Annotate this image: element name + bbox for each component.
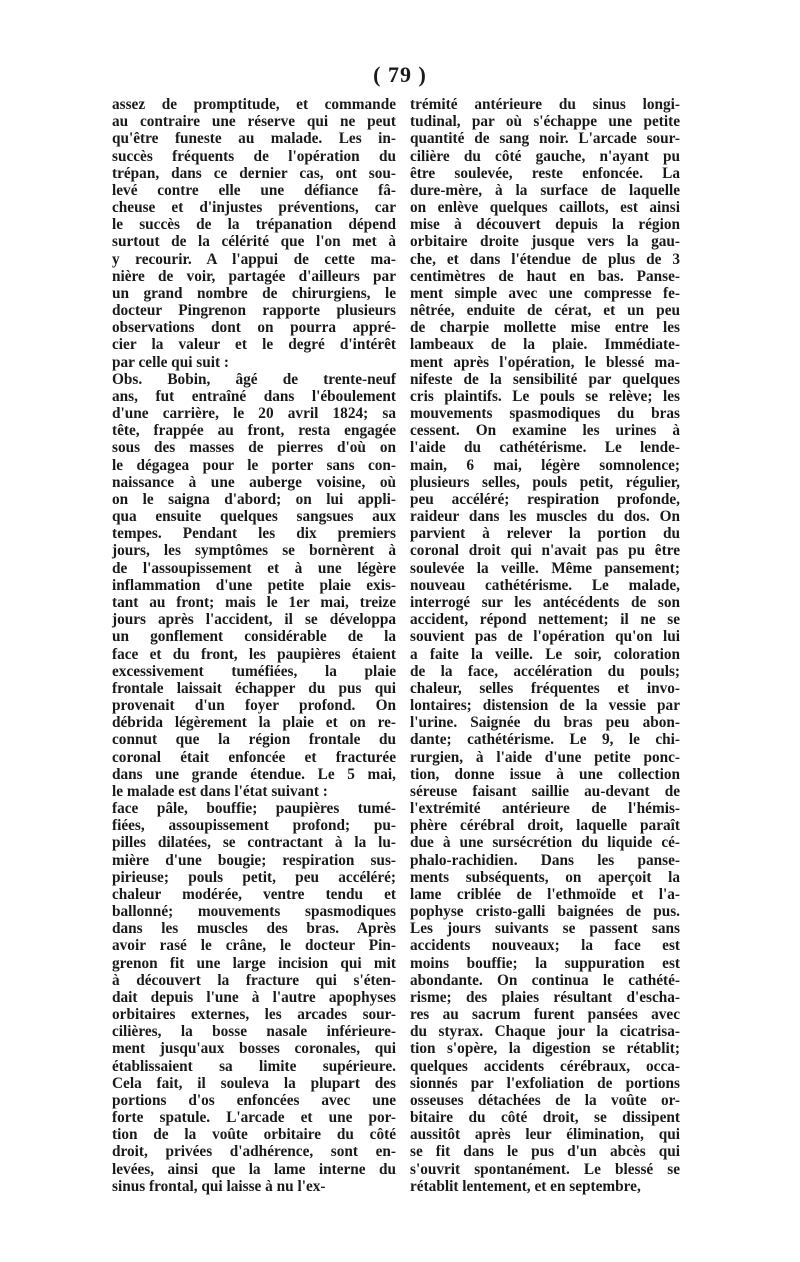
text-line: dure-mère, à la surface de laquelle: [410, 181, 680, 199]
text-line: nifeste de la sensibilité par quelques: [410, 370, 680, 388]
text-line: tempes. Pendant les dix premiers: [112, 525, 396, 543]
text-line: pophyse cristo-galli baignées de pus.: [410, 903, 680, 921]
text-line: le malade est dans l'état suivant :: [112, 782, 328, 800]
text-line: souvient pas de l'opération qu'on lui: [410, 628, 680, 646]
text-line: frontale laissait échapper du pus qui: [112, 679, 396, 697]
text-line: débrida légèrement la plaie et on re-: [112, 714, 396, 732]
text-line: levées, ainsi que la lame interne du: [112, 1160, 396, 1178]
text-line: succès fréquents de l'opération du: [112, 147, 396, 165]
text-line: jours, les symptômes se bornèrent à: [112, 542, 396, 560]
text-line: sous des masses de pierres d'où on: [112, 439, 396, 457]
text-line: face et du front, les paupières étaient: [112, 645, 396, 663]
text-line: droit, privées d'adhérence, sont en-: [112, 1143, 396, 1161]
text-line: on enlève quelques caillots, est ainsi: [410, 199, 680, 217]
text-line: res au sacrum furent pansées avec: [410, 1006, 680, 1024]
text-line: abondante. On continua le cathété-: [410, 971, 680, 989]
text-line: l'urine. Saignée du bras peu abon-: [410, 714, 680, 732]
text-line: à découvert la fracture qui s'éten-: [112, 971, 396, 989]
text-line: chaleur, selles fréquentes et invo-: [410, 679, 680, 697]
text-line: cheuse et d'injustes préventions, car: [112, 199, 396, 217]
text-line: mière d'une bougie; respiration sus-: [112, 851, 396, 869]
text-line: phalo-rachidien. Dans les panse-: [410, 851, 680, 869]
text-line: tion de la voûte orbitaire du côté: [112, 1126, 396, 1144]
text-line: cris plaintifs. Le pouls se relève; les: [410, 387, 680, 405]
text-line: phère cérébral droit, laquelle paraît: [410, 817, 680, 835]
text-line: nouveau cathétérisme. Le malade,: [410, 576, 680, 594]
text-line: parvient à relever la portion du: [410, 525, 680, 543]
text-line: Cela fait, il souleva la plupart des: [112, 1074, 396, 1092]
text-line: che, et dans l'étendue de plus de 3: [410, 250, 680, 268]
text-line: raideur dans les muscles du dos. On: [410, 508, 680, 526]
text-line: docteur Pingrenon rapporte plusieurs: [112, 302, 396, 320]
text-line: centimètres de haut en bas. Panse-: [410, 267, 680, 285]
text-line: plusieurs selles, pouls petit, régulier,: [410, 473, 680, 491]
text-line: pirieuse; pouls petit, peu accéléré;: [112, 868, 396, 886]
text-line: coronal était enfoncée et fracturée: [112, 748, 396, 766]
text-line: orbitaires externes, les arcades sour-: [112, 1006, 396, 1024]
text-line: coronal droit qui n'avait pas pu être: [410, 542, 680, 560]
text-line: établissaient sa limite supérieure.: [112, 1057, 396, 1075]
text-line: lontaires; distension de la vessie par: [410, 697, 680, 715]
text-line: moins bouffie; la suppuration est: [410, 954, 680, 972]
text-line: nêtrée, enduite de cérat, et un peu: [410, 302, 680, 320]
text-line: tant au front; mais le 1er mai, treize: [112, 593, 396, 611]
text-line: risme; des plaies résultant d'escha-: [410, 988, 680, 1006]
text-line: pilles dilatées, se contractant à la lu-: [112, 834, 396, 852]
text-line: lame criblée de l'ethmoïde et l'a-: [410, 885, 680, 903]
text-line: un grand nombre de chirurgiens, le: [112, 284, 396, 302]
text-line: portions d'os enfoncées avec une: [112, 1091, 396, 1109]
text-line: rurgien, à l'aide d'une petite ponc-: [410, 748, 680, 766]
text-line: être soulevée, reste enfoncée. La: [410, 164, 680, 182]
text-line: face pâle, bouffie; paupières tumé-: [112, 800, 396, 818]
text-line: ans, fut entraîné dans l'éboulement: [112, 387, 396, 405]
text-line: levé contre elle une défiance fâ-: [112, 181, 396, 199]
text-line: de l'assoupissement et à une légère: [112, 559, 396, 577]
text-line: cier la valeur et le degré d'intérêt: [112, 336, 396, 354]
text-line: dante; cathétérisme. Le 9, le chi-: [410, 731, 680, 749]
text-line: surtout de la célérité que l'on met à: [112, 233, 396, 251]
text-line: y recourir. A l'appui de cette ma-: [112, 250, 396, 268]
text-line: bitaire du côté droit, se dissipent: [410, 1109, 680, 1127]
text-line: cessent. On examine les urines à: [410, 422, 680, 440]
text-line: assez de promptitude, et commande: [112, 96, 396, 113]
text-line: lambeaux de la plaie. Immédiate-: [410, 336, 680, 354]
text-line: Les jours suivants se passent sans: [410, 920, 680, 938]
text-line: qu'être funeste au malade. Les in-: [112, 130, 396, 148]
text-line: peu accéléré; respiration profonde,: [410, 490, 680, 508]
text-line: forte spatule. L'arcade et une por-: [112, 1109, 396, 1127]
page-number: ( 79 ): [373, 62, 427, 87]
text-line: soulevée la veille. Même pansement;: [410, 559, 680, 577]
text-line: inflammation d'une petite plaie exis-: [112, 576, 396, 594]
text-line: excessivement tuméfiées, la plaie: [112, 662, 396, 680]
text-column-left: [112, 96, 396, 1195]
text-line: le dégagea pour le porter sans con-: [112, 456, 396, 474]
text-line: Obs. Bobin, âgé de trente-neuf: [112, 370, 396, 388]
text-line: au contraire une réserve qui ne peut: [112, 113, 396, 131]
text-line: dans les muscles des bras. Après: [112, 920, 396, 938]
text-line: l'extrémité antérieure de l'hémis-: [410, 800, 680, 818]
text-line: mise à découvert depuis la région: [410, 216, 680, 234]
text-line: tudinal, par où s'échappe une petite: [410, 113, 680, 131]
text-line: a faite la veille. Le soir, coloration: [410, 645, 680, 663]
text-line: séreuse faisant saillie au-devant de: [410, 782, 680, 800]
text-line: aussitôt après leur élimination, qui: [410, 1126, 680, 1144]
text-line: cilière du côté gauche, n'ayant pu: [410, 147, 680, 165]
text-line: de charpie mollette mise entre les: [410, 319, 680, 337]
text-line: sinus frontal, qui laisse à nu l'ex-: [112, 1177, 326, 1195]
text-line: osseuses détachées de la voûte or-: [410, 1091, 680, 1109]
text-line: ment jusqu'aux bosses coronales, qui: [112, 1040, 396, 1058]
text-line: par celle qui suit :: [112, 353, 229, 371]
text-line: d'une carrière, le 20 avril 1824; sa: [112, 405, 396, 423]
text-line: connut que la région frontale du: [112, 731, 396, 749]
text-line: tion, donne issue à une collection: [410, 765, 680, 783]
text-line: nière de voir, partagée d'ailleurs par: [112, 267, 396, 285]
text-line: un gonflement considérable de la: [112, 628, 396, 646]
text-line: jours après l'accident, il se développa: [112, 611, 396, 629]
text-line: se fit dans le pus d'un abcès qui: [410, 1143, 680, 1161]
text-line: cilières, la bosse nasale inférieure-: [112, 1023, 396, 1041]
text-line: le succès de la trépanation dépend: [112, 216, 396, 234]
text-line: accidents nouveaux; la face est: [410, 937, 680, 955]
text-line: ballonné; mouvements spasmodiques: [112, 903, 396, 921]
text-line: fiées, assoupissement profond; pu-: [112, 817, 396, 835]
text-line: main, 6 mai, légère somnolence;: [410, 456, 680, 474]
text-line: trémité antérieure du sinus longi-: [410, 96, 680, 113]
text-line: orbitaire droite jusque vers la gau-: [410, 233, 680, 251]
text-line: avoir rasé le crâne, le docteur Pin-: [112, 937, 396, 955]
text-line: qua ensuite quelques sangsues aux: [112, 508, 396, 526]
text-line: ment simple avec une compresse fe-: [410, 284, 680, 302]
text-line: sionnés par l'exfoliation de portions: [410, 1074, 680, 1092]
text-line: grenon fit une large incision qui mit: [112, 954, 396, 972]
text-line: due à une sursécrétion du liquide cé-: [410, 834, 680, 852]
text-line: s'ouvrit spontanément. Le blessé se: [410, 1160, 680, 1178]
text-line: rétablit lentement, et en septembre,: [410, 1177, 641, 1195]
text-column-right: [410, 96, 680, 1195]
text-line: de la face, accélération du pouls;: [410, 662, 680, 680]
text-line: provenait d'un foyer profond. On: [112, 697, 396, 715]
text-line: naissance à une auberge voisine, où: [112, 473, 396, 491]
text-line: tête, frappée au front, resta engagée: [112, 422, 396, 440]
text-line: mouvements spasmodiques du bras: [410, 405, 680, 423]
text-line: ment après l'opération, le blessé ma-: [410, 353, 680, 371]
text-line: dans une grande étendue. Le 5 mai,: [112, 765, 396, 783]
text-line: observations dont on pourra appré-: [112, 319, 396, 337]
text-line: accident, répond nettement; il ne se: [410, 611, 680, 629]
text-line: dait depuis l'une à l'autre apophyses: [112, 988, 396, 1006]
text-line: ments subséquents, on aperçoit la: [410, 868, 680, 886]
text-line: quelques accidents cérébraux, occa-: [410, 1057, 680, 1075]
text-line: l'aide du cathétérisme. Le lende-: [410, 439, 680, 457]
text-line: on le saigna d'abord; on lui appli-: [112, 490, 396, 508]
text-line: quantité de sang noir. L'arcade sour-: [410, 130, 680, 148]
text-line: interrogé sur les antécédents de son: [410, 593, 680, 611]
text-line: chaleur modérée, ventre tendu et: [112, 885, 396, 903]
text-line: tion s'opère, la digestion se rétablit;: [410, 1040, 680, 1058]
text-line: du styrax. Chaque jour la cicatrisa-: [410, 1023, 680, 1041]
text-line: trépan, dans ce dernier cas, ont sou-: [112, 164, 396, 182]
